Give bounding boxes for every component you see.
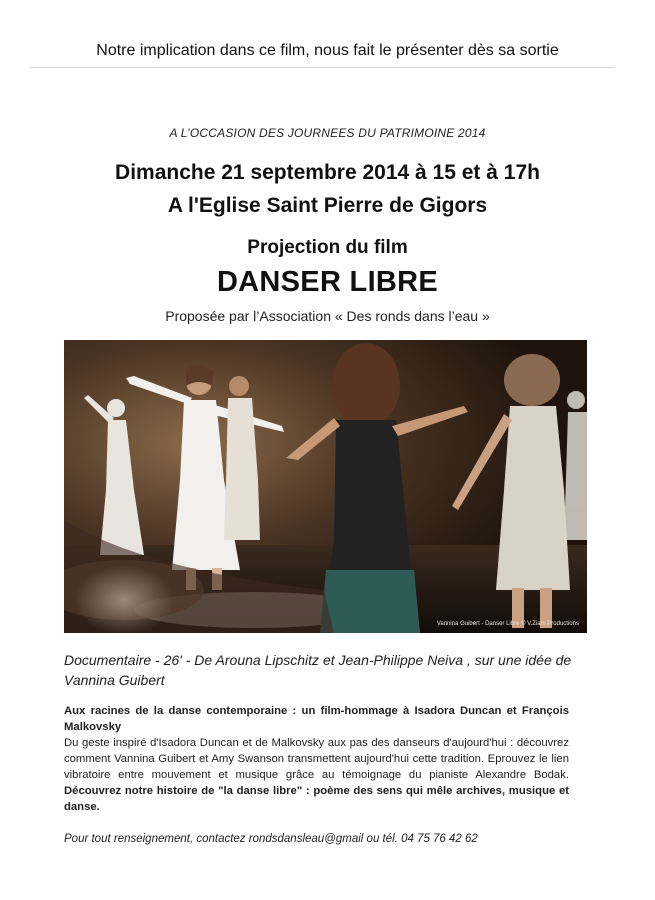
header-divider [30,67,615,68]
description-body: Du geste inspiré d'Isadora Duncan et de Malkovsky aux pas des danseurs d'aujourd'hui : découvrez comment Vannina Guibert et Amy Swanson transmettent aujourd'hui cette tradition. Eprouvez le lien vibratoire entre mouvement et musique grâce au témoignage du pianiste Alexandre Bodak. [64,737,569,781]
description-text [64,735,569,815]
description-closing: Découvrez notre histoire de "la danse libre" : poème des sens qui mêle archives, musique et danse. [64,785,569,813]
film-description [64,703,569,815]
event-date: Dimanche 21 septembre 2014 à 15 et à 17h [115,161,540,184]
film-title: DANSER LIBRE [216,266,439,298]
header-note: Notre implication dans ce film, nous fait le présenter dès sa sortie [96,42,559,59]
event-place: A l'Eglise Saint Pierre de Gigors [167,194,488,217]
documentary-info: Documentaire - 26' - De Arouna Lipschitz et Jean-Philippe Neiva , sur une idée de Vannina Guibert [64,652,572,688]
proposed-by: Proposée par l’Association « Des ronds dans l’eau » [165,308,490,324]
projection-heading: Projection du film [247,237,408,258]
contact-info: Pour tout renseignement, contactez rondsdansleau@gmail ou tél. 04 75 76 42 62 [64,833,478,845]
description-heading: Aux racines de la danse contemporaine : un film-hommage à Isadora Duncan et François Malkovsky [64,705,569,733]
film-still-photo [64,340,587,633]
photo-credit: Vannina Guibert - Danser Libre © V.Ziam Productions [436,621,579,627]
event-occasion: A L’OCCASION DES JOURNEES DU PATRIMOINE 2014 [169,126,486,140]
dancers-photo-illustration [64,340,587,633]
